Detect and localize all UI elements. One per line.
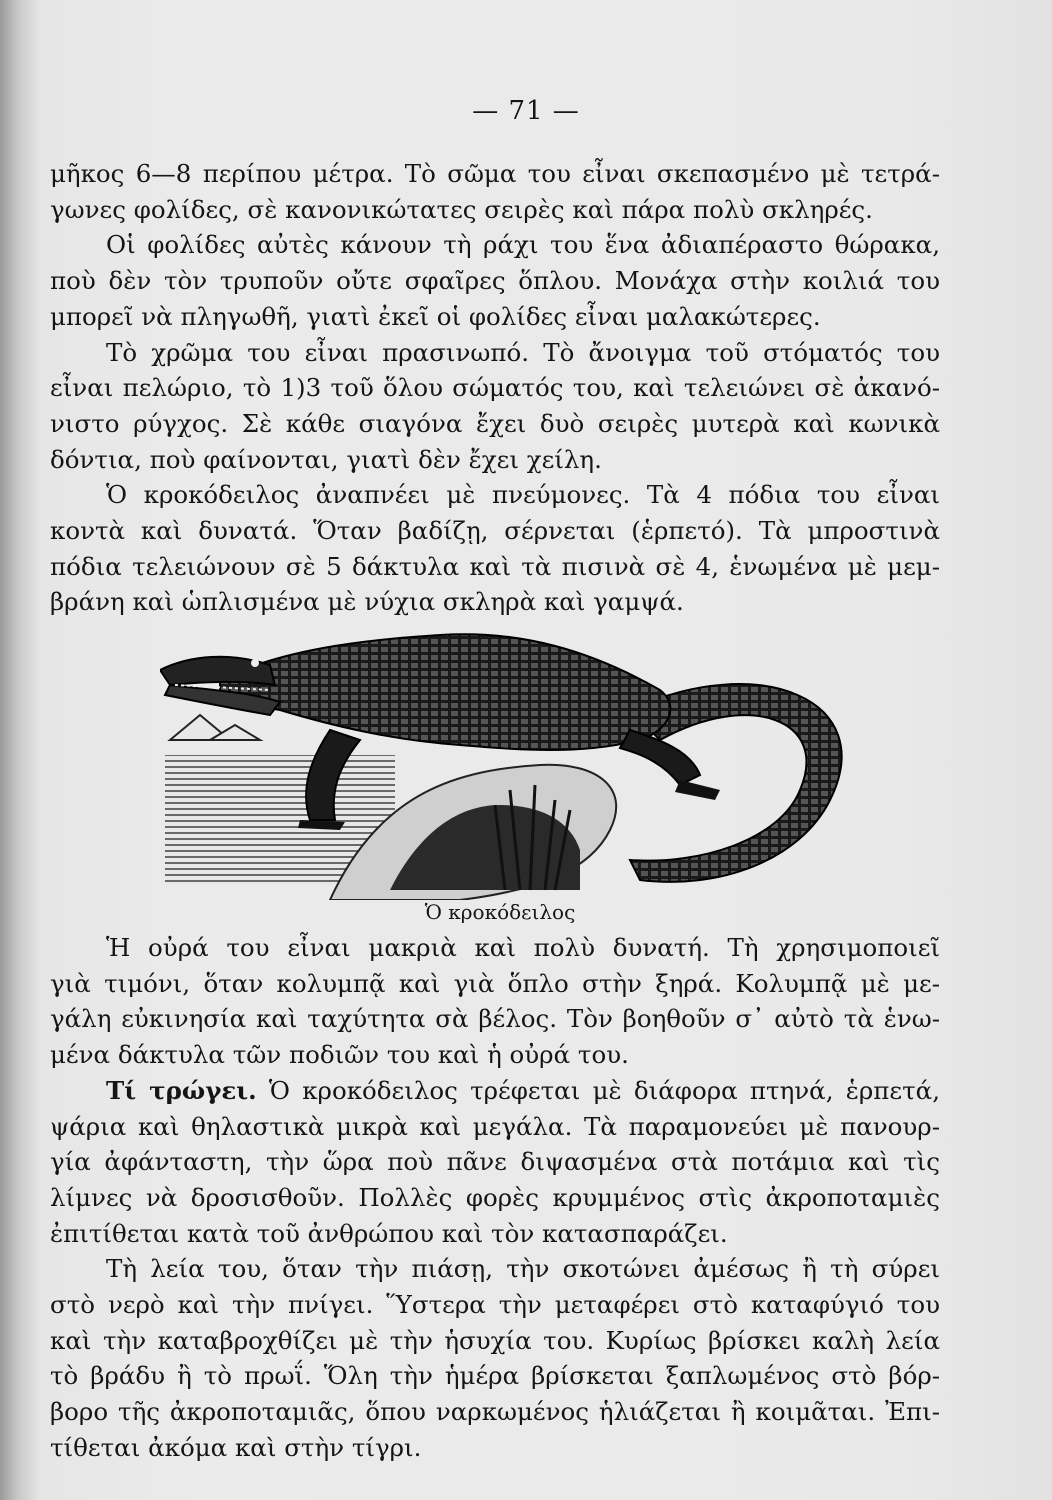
paragraph-diet (50, 1073, 940, 1252)
upper-text (50, 156, 940, 620)
text-line: γιὰ τιμόνι, ὅταν κολυμπᾷ καὶ γιὰ ὅπλο στὴν ξηρά. Κολυμπᾷ μὲ με- (50, 968, 940, 998)
text-line: τὸ βράδυ ἢ τὸ πρωΐ. Ὅλη τὴν ἡμέρα βρίσκεται ξαπλωμένος στὸ βόρ- (50, 1361, 940, 1391)
text-line: τίθεται ἀκόμα καὶ στὴν τίγρι. (50, 1432, 422, 1462)
paragraph-tail (50, 930, 940, 1073)
paragraph-prey (50, 1251, 940, 1465)
text-line: νιστο ρύγχος. Σὲ κάθε σιαγόνα ἔχει δυὸ σειρὲς μυτερὰ καὶ κωνικὰ (50, 408, 940, 438)
text-line: κοντὰ καὶ δυνατά. Ὅταν βαδίζῃ, σέρνεται (ἑρπετό). Τὰ μπροστινὰ (50, 516, 940, 546)
text-line: Ἡ οὐρά του εἶναι μακριὰ καὶ πολὺ δυνατή. Τὴ χρησιμοποιεῖ (106, 933, 940, 962)
caption-text: Ὁ κροκόδειλος (424, 900, 576, 924)
text-line: μῆκος 6—8 περίπου μέτρα. Τὸ σῶμα του εἶναι σκεπασμένο μὲ τετρά- (50, 159, 940, 188)
crocodile-illustration (160, 590, 860, 900)
figure-caption (0, 900, 1000, 924)
text-line: στὸ νερὸ καὶ τὴν πνίγει. Ὕστερα τὴν μεταφέρει στὸ καταφύγιό του (50, 1290, 940, 1320)
text-line: Τὸ χρῶμα του εἶναι πρασινωπό. Τὸ ἄνοιγμα τοῦ στόματός του (106, 337, 940, 367)
text-line: πόδια τελειώνουν σὲ 5 δάκτυλα καὶ τὰ πισινὰ σὲ 4, ἑνωμένα μὲ μεμ- (50, 551, 940, 581)
page-number: — 71 — (472, 96, 580, 126)
text-line: ποὺ δὲν τὸν τρυποῦν οὔτε σφαῖρες ὅπλου. Μονάχα στὴν κοιλιά του (50, 266, 940, 296)
text-line: ψάρια καὶ θηλαστικὰ μικρὰ καὶ μεγάλα. Τὰ παραμονεύει μὲ πανουρ- (50, 1111, 940, 1141)
text-line: Τὴ λεία του, ὅταν τὴν πιάσῃ, τὴν σκοτώνει ἀμέσως ἢ τὴ σύρει (106, 1254, 940, 1284)
section-heading: Τί τρώγει. (106, 1075, 257, 1105)
text-line: εἶναι πελώριο, τὸ 1)3 τοῦ ὅλου σώματός του, καὶ τελειώνει σὲ ἀκανό- (50, 373, 940, 403)
text-line: Ὁ κροκόδειλος ἀναπνέει μὲ πνεύμονες. Τὰ 4 πόδια του εἶναι (106, 480, 940, 510)
text-line: μπορεῖ νὰ πληγωθῆ, γιατὶ ἐκεῖ οἱ φολίδες εἶναι μαλακώτερες. (50, 301, 821, 331)
text-line: λίμνες νὰ δροσισθοῦν. Πολλὲς φορὲς κρυμμένος στὶς ἀκροποταμιὲς (50, 1182, 940, 1212)
paragraph-mouth (50, 335, 940, 478)
text-line: βράνη καὶ ὡπλισμένα μὲ νύχια σκληρὰ καὶ γαμψά. (50, 587, 684, 617)
text-line: Οἱ φολίδες αὐτὲς κάνουν τὴ ράχι του ἕνα ἀδιαπέραστο θώρακα, (106, 230, 940, 260)
text-line: γάλη εὐκινησία καὶ ταχύτητα σὰ βέλος. Τὸν βοηθοῦν σ᾽ αὐτὸ τὰ ἑνω- (50, 1004, 940, 1034)
text-line-rest: Ὁ κροκόδειλος τρέφεται μὲ διάφορα πτηνά, ἑρπετά, (256, 1075, 940, 1105)
text-line: γωνες φολίδες, σὲ κανονικώτατες σειρὲς καὶ πάρα πολὺ σκληρές. (50, 194, 873, 224)
lower-text (50, 930, 940, 1466)
paragraph-scales (50, 156, 940, 335)
text-line: δόντια, ποὺ φαίνονται, γιατὶ δὲν ἔχει χείλη. (50, 444, 602, 474)
text-line (50, 1073, 940, 1109)
text-line: καὶ τὴν καταβροχθίζει μὲ τὴν ἡσυχία του. Κυρίως βρίσκει καλὴ λεία (50, 1325, 940, 1355)
text-line: γία ἀφάνταστη, τὴν ὥρα ποὺ πᾶνε διψασμένα στὰ ποτάμια καὶ τὶς (50, 1147, 940, 1177)
text-line: μένα δάκτυλα τῶν ποδιῶν του καὶ ἡ οὐρά του. (50, 1040, 629, 1070)
text-line: ἐπιτίθεται κατὰ τοῦ ἀνθρώπου καὶ τὸν κατασπαράζει. (50, 1218, 728, 1248)
text-line: βορο τῆς ἀκροποταμιᾶς, ὅπου ναρκωμένος ἡλιάζεται ἢ κοιμᾶται. Ἐπι- (50, 1397, 940, 1427)
